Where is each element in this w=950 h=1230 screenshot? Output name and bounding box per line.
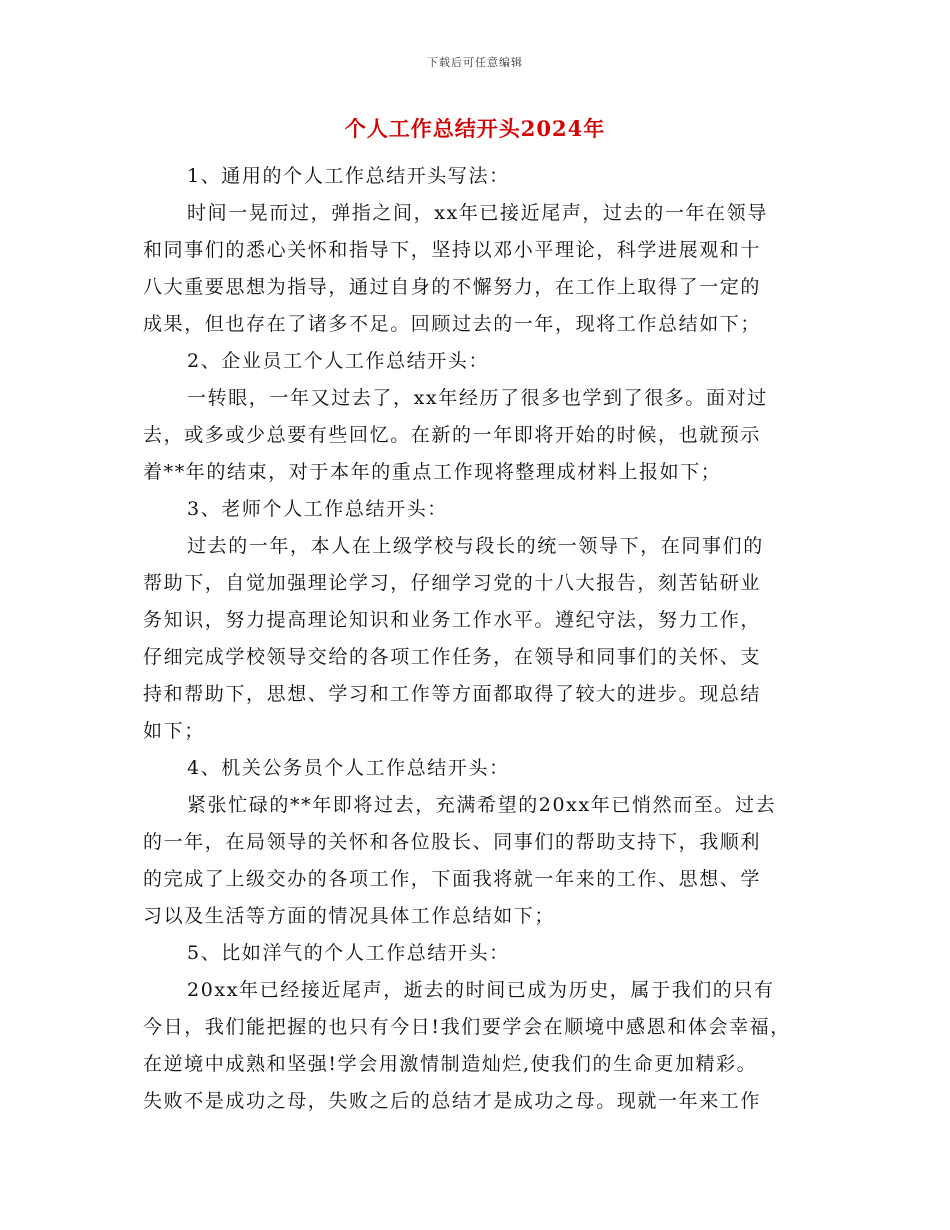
text-line: 八大重要思想为指导，通过自身的不懈努力，在工作上取得了一定的 — [143, 276, 762, 298]
text-line: 失败不是成功之母，失败之后的总结才是成功之母。现就一年来工作 — [143, 1090, 762, 1112]
text-line: 的完成了上级交办的各项工作，下面我将就一年来的工作、思想、学 — [143, 868, 762, 890]
text-line: 5、比如洋气的个人工作总结开头： — [187, 942, 510, 964]
text-line: 如下； — [143, 720, 205, 742]
text-line: 帮助下，自觉加强理论学习，仔细学习党的十八大报告，刻苦钻研业 — [143, 572, 762, 594]
text-line: 持和帮助下，思想、学习和工作等方面都取得了较大的进步。现总结 — [143, 683, 762, 705]
text-line: 仔细完成学校领导交给的各项工作任务，在领导和同事们的关怀、支 — [143, 646, 762, 668]
text-line: 在逆境中成熟和坚强!学会用激情制造灿烂,使我们的生命更加精彩。 — [143, 1053, 758, 1075]
text-line: 4、机关公务员个人工作总结开头： — [187, 757, 510, 779]
text-line: 过去的一年，本人在上级学校与段长的统一领导下，在同事们的 — [187, 535, 764, 557]
text-line: 紧张忙碌的**年即将过去，充满希望的20xx年已悄然而至。过去 — [187, 794, 777, 816]
document-title: 个人工作总结开头2024年 — [344, 116, 606, 141]
text-line: 务知识，努力提高理论知识和业务工作水平。遵纪守法，努力工作， — [143, 609, 762, 631]
text-line: 成果，但也存在了诸多不足。回顾过去的一年，现将工作总结如下； — [143, 313, 762, 335]
document-body — [143, 158, 803, 1120]
text-line: 和同事们的悉心关怀和指导下，坚持以邓小平理论，科学进展观和十 — [143, 239, 762, 261]
text-line: 时间一晃而过，弹指之间，xx年已接近尾声，过去的一年在领导 — [187, 202, 768, 224]
text-line: 3、老师个人工作总结开头： — [187, 498, 448, 520]
text-line: 着**年的结束，对于本年的重点工作现将整理成材料上报如下； — [143, 461, 722, 483]
text-line: 2、企业员工个人工作总结开头： — [187, 350, 490, 372]
text-line: 今日，我们能把握的也只有今日!我们要学会在顺境中感恩和体会幸福， — [143, 1016, 791, 1038]
text-line: 1、通用的个人工作总结开头写法： — [187, 165, 510, 187]
text-line: 20xx年已经接近尾声，逝去的时间已成为历史，属于我们的只有 — [187, 979, 775, 1001]
text-line: 的一年，在局领导的关怀和各位股长、同事们的帮助支持下，我顺利 — [143, 831, 762, 853]
text-line: 去，或多或少总要有些回忆。在新的一年即将开始的时候，也就预示 — [143, 424, 762, 446]
text-line: 习以及生活等方面的情况具体工作总结如下； — [143, 905, 556, 927]
text-line: 一转眼，一年又过去了，xx年经历了很多也学到了很多。面对过 — [187, 387, 768, 409]
header-note: 下载后可任意编辑 — [427, 56, 523, 69]
